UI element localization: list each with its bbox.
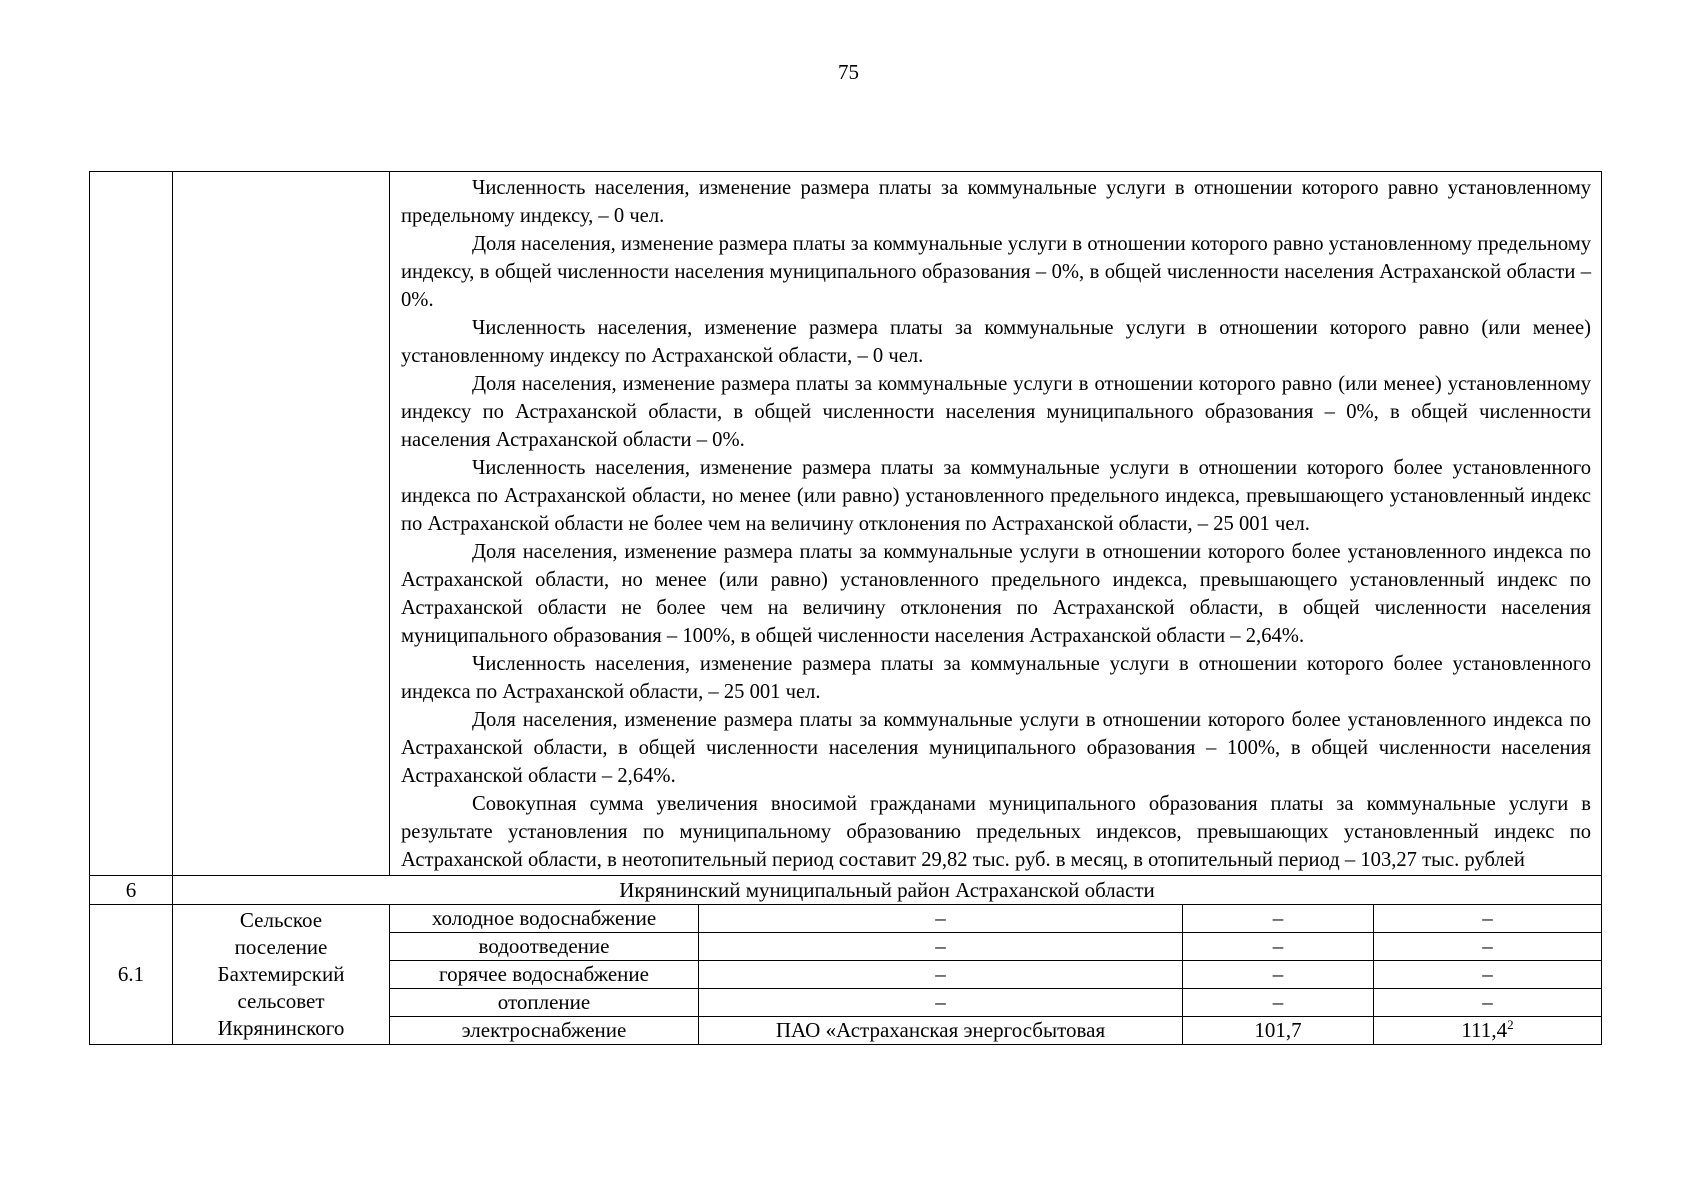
settlement-line: Сельское xyxy=(239,908,323,932)
service-name: отопление xyxy=(390,989,699,1017)
settlement-name xyxy=(173,905,390,1045)
value-2 xyxy=(1374,905,1602,933)
settlement-line: сельсовет xyxy=(237,989,325,1013)
service-name: водоотведение xyxy=(390,933,699,961)
value-1: – xyxy=(1183,989,1374,1017)
provider: – xyxy=(699,989,1183,1017)
value-1: – xyxy=(1183,905,1374,933)
paragraph: Доля населения, изменение размера платы за коммунальные услуги в отношении которого более установленного индекса по Астраханской области, но менее (или равно) установленного предельного индекса, превышающего установленный индекс по Астраханской области не более чем на величину отклонения по Астраханской области, в общей численности населения муниципального образования – 100%, в общей численности населения Астраханской области – 2,64%. xyxy=(401,541,1592,647)
text-row xyxy=(90,172,1602,876)
paragraph: Численность населения, изменение размера платы за коммунальные услуги в отношении которого равно установленному предельному индексу, – 0 чел. xyxy=(401,177,1592,227)
section-number: 6 xyxy=(90,876,173,905)
value-2-text: 111,4 xyxy=(1461,1018,1508,1042)
paragraph: Доля населения, изменение размера платы за коммунальные услуги в отношении которого более установленного индекса по Астраханской области, в общей численности населения муниципального образования – 100%, в общей численности населения Астраханской области – 2,64%. xyxy=(401,709,1592,787)
paragraph: Доля населения, изменение размера платы за коммунальные услуги в отношении которого равно (или менее) установленному индексу по Астраханской области, в общей численности населения муниципального образования – 0%, в общей численности населения Астраханской области – 0%. xyxy=(401,373,1592,451)
service-name: горячее водоснабжение xyxy=(390,961,699,989)
settlement-line: поселение xyxy=(234,935,328,959)
settlement-line: Икрянинского xyxy=(217,1016,345,1040)
section-title: Икрянинский муниципальный район Астраханской области xyxy=(173,876,1602,905)
data-table xyxy=(89,171,1602,1045)
value-2-text: – xyxy=(1482,990,1493,1014)
section-row xyxy=(90,876,1602,905)
value-2 xyxy=(1374,933,1602,961)
paragraph: Доля населения, изменение размера платы за коммунальные услуги в отношении которого равно установленному предельному индексу, в общей численности населения муниципального образования – 0%, в общей численности населения Астраханской области – 0%. xyxy=(401,233,1592,311)
settlement-line: Бахтемирский xyxy=(217,962,345,986)
value-1: – xyxy=(1183,933,1374,961)
provider: – xyxy=(699,961,1183,989)
value-1: – xyxy=(1183,961,1374,989)
page-number: 75 xyxy=(838,60,859,84)
text-cell xyxy=(390,172,1602,876)
value-2-text: – xyxy=(1482,962,1493,986)
value-1: 101,7 xyxy=(1183,1017,1374,1045)
paragraph: Численность населения, изменение размера платы за коммунальные услуги в отношении которого более установленного индекса по Астраханской области, но менее (или равно) установленного предельного индекса, превышающего установленный индекс по Астраханской области не более чем на величину отклонения по Астраханской области, – 25 001 чел. xyxy=(401,457,1592,535)
service-row xyxy=(90,905,1602,933)
provider: ПАО «Астраханская энергосбытовая xyxy=(699,1017,1183,1045)
subsection-number: 6.1 xyxy=(90,905,173,1045)
value-2-text: – xyxy=(1482,934,1493,958)
value-2-text: – xyxy=(1482,906,1493,930)
empty-number-cell xyxy=(90,172,173,876)
empty-name-cell xyxy=(173,172,390,876)
paragraph: Численность населения, изменение размера платы за коммунальные услуги в отношении которого более установленного индекса по Астраханской области, – 25 001 чел. xyxy=(401,653,1592,703)
value-2 xyxy=(1374,961,1602,989)
service-name: электроснабжение xyxy=(390,1017,699,1045)
service-name: холодное водоснабжение xyxy=(390,905,699,933)
provider: – xyxy=(699,933,1183,961)
paragraph: Численность населения, изменение размера платы за коммунальные услуги в отношении которого равно (или менее) установленному индексу по Астраханской области, – 0 чел. xyxy=(401,317,1592,367)
value-2 xyxy=(1374,1017,1602,1045)
provider: – xyxy=(699,905,1183,933)
paragraph: Совокупная сумма увеличения вносимой гражданами муниципального образования платы за коммунальные услуги в результате установления по муниципальному образованию предельных индексов, превышающих установленный индекс по Астраханской области, в неотопительный период составит 29,82 тыс. руб. в месяц, в отопительный период – 103,27 тыс. рублей xyxy=(401,793,1592,871)
value-2 xyxy=(1374,989,1602,1017)
footnote-mark: 2 xyxy=(1507,1017,1514,1032)
